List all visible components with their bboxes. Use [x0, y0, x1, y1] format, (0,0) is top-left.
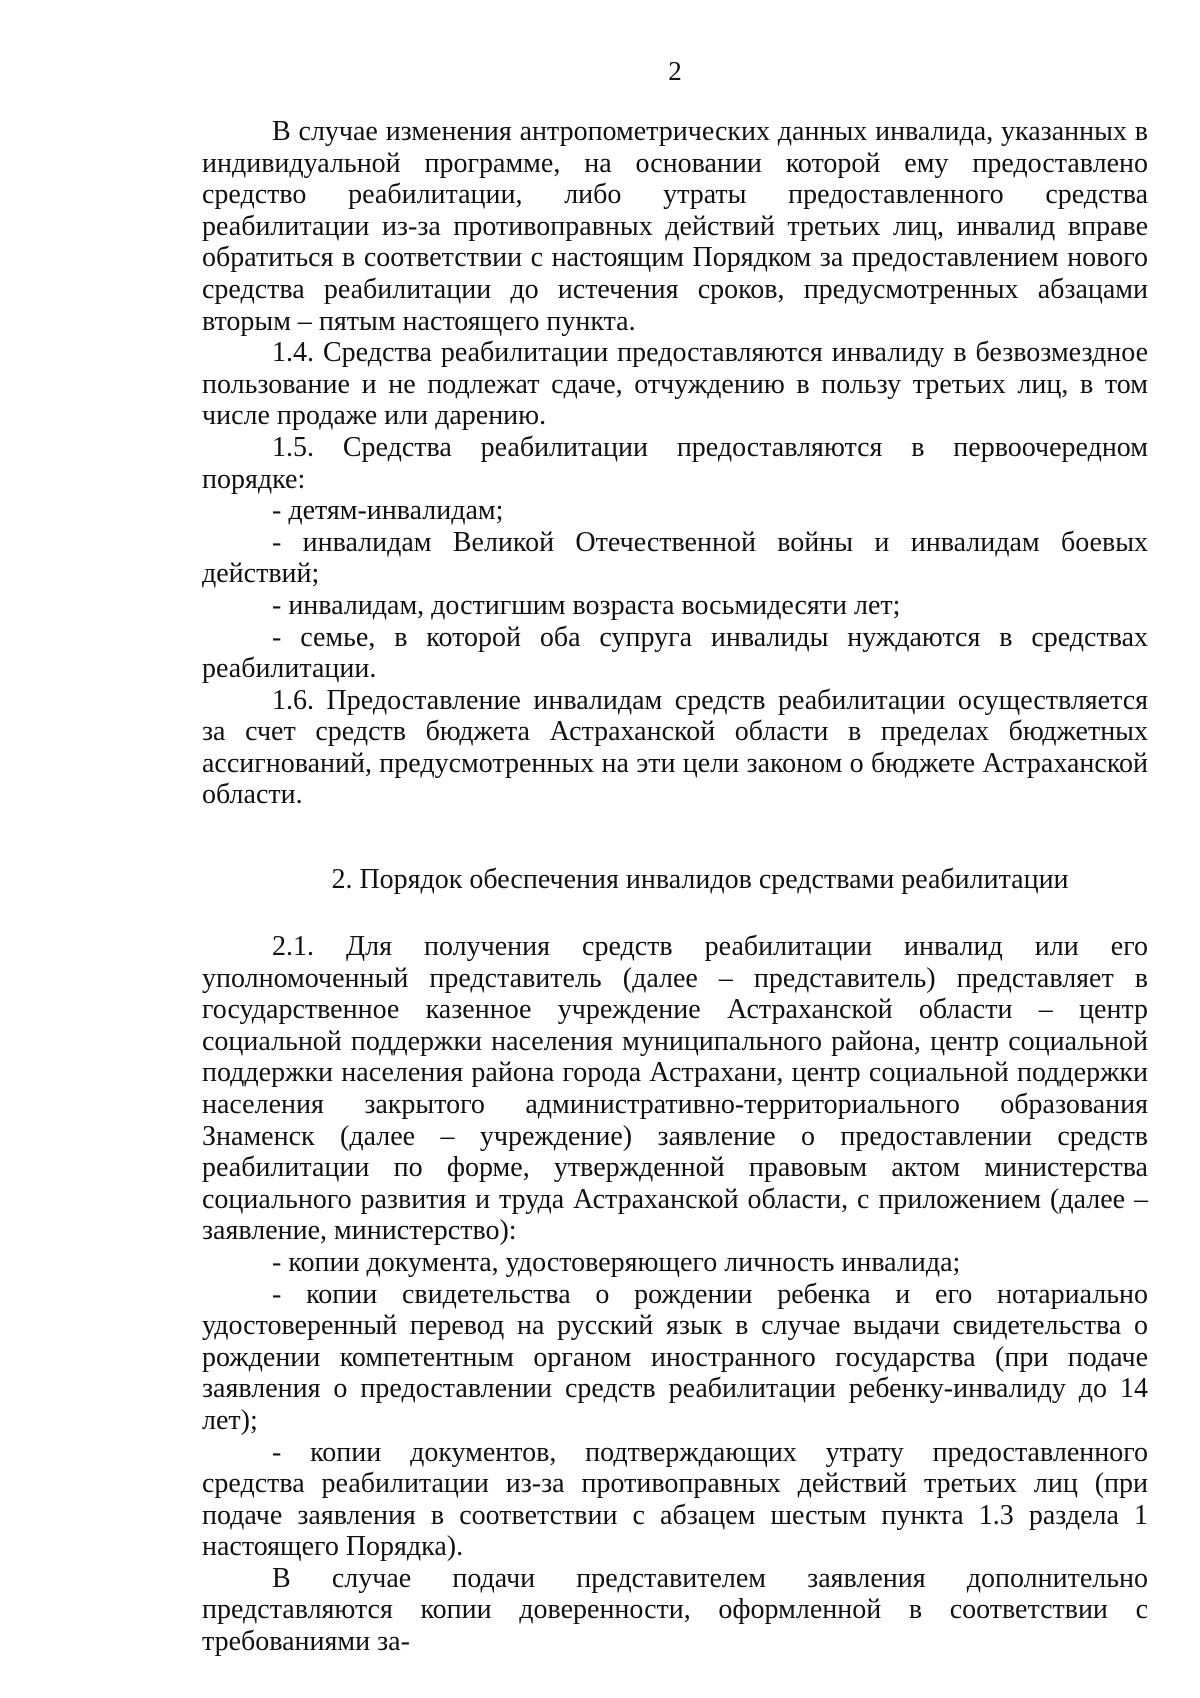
section-heading: 2. Порядок обеспечения инвалидов средствами реабилитации [331, 864, 1069, 895]
paragraph-1-5: 1.5. Средства реабилитации предоставляются в первоочередном порядке: [202, 431, 1148, 495]
list-item-loss-documents: - копии документов, подтверждающих утрату предоставленного средства реабилитации из-за противоправных действий третьих лиц (при подаче заявления в соответствии с абзацем шестым пункта 1.3 раздела 1 настоящего Порядка). [202, 1436, 1148, 1563]
paragraph-1-6: 1.6. Предоставление инвалидам средств реабилитации осуществляется за счет средств бюджета Астраханской области в пределах бюджетных ассигнований, предусмотренных на эти цели законом о бюджете Астраханской области. [202, 684, 1148, 811]
list-item-identity-document: - копии документа, удостоверяющего личность инвалида; [272, 1246, 961, 1278]
paragraphs-section-2 [202, 931, 1148, 1658]
list-item-children: - детям-инвалидам; [272, 495, 504, 527]
list-item-war-veterans: - инвалидам Великой Отечественной войны и инвалидам боевых действий; [202, 526, 1148, 590]
paragraph-2-1: 2.1. Для получения средств реабилитации инвалид или его уполномоченный представитель (далее – представитель) представляет в государственное казенное учреждение Астраханской области – центр социальной поддержки населения муниципального района, центр социальной поддержки населения района города Астрахани, центр социальной поддержки населения закрытого административно-территориального образования Знаменск (далее – учреждение) заявление о предоставлении средств реабилитации по форме, утвержденной правовым актом министерства социального развития и труда Астраханской области, с приложением (далее – заявление, министерство): [202, 931, 1148, 1247]
list-item-eighty-years: - инвалидам, достигшим возраста восьмидесяти лет; [272, 589, 901, 621]
paragraphs-section-1 [202, 116, 1148, 811]
page-number: 2 [668, 56, 682, 86]
paragraph-anthropometric-change: В случае изменения антропометрических данных инвалида, указанных в индивидуальной программе, на основании которой ему предоставлено средство реабилитации, либо утраты предоставленного средства реабилитации из-за противоправных действий третьих лиц, инвалид вправе обратиться в соответствии с настоящим Порядком за предоставлением нового средства реабилитации до истечения сроков, предусмотренных абзацами вторым – пятым настоящего пункта. [202, 116, 1148, 337]
paragraph-representative: В случае подачи представителем заявления дополнительно представляются копии доверенности, оформленной в соответствии с требованиями за- [202, 1562, 1148, 1658]
paragraph-1-4: 1.4. Средства реабилитации предоставляются инвалиду в безвозмездное пользование и не подлежат сдаче, отчуждению в пользу третьих лиц, в том числе продаже или дарению. [202, 337, 1148, 432]
list-item-birth-certificate: - копии свидетельства о рождении ребенка и его нотариально удостоверенный перевод на русский язык в случае выдачи свидетельства о рождении компетентным органом иностранного государства (при подаче заявления о предоставлении средств реабилитации ребенку-инвалиду до 14 лет); [202, 1278, 1148, 1436]
list-item-family: - семье, в которой оба супруга инвалиды нуждаются в средствах реабилитации. [202, 621, 1148, 685]
